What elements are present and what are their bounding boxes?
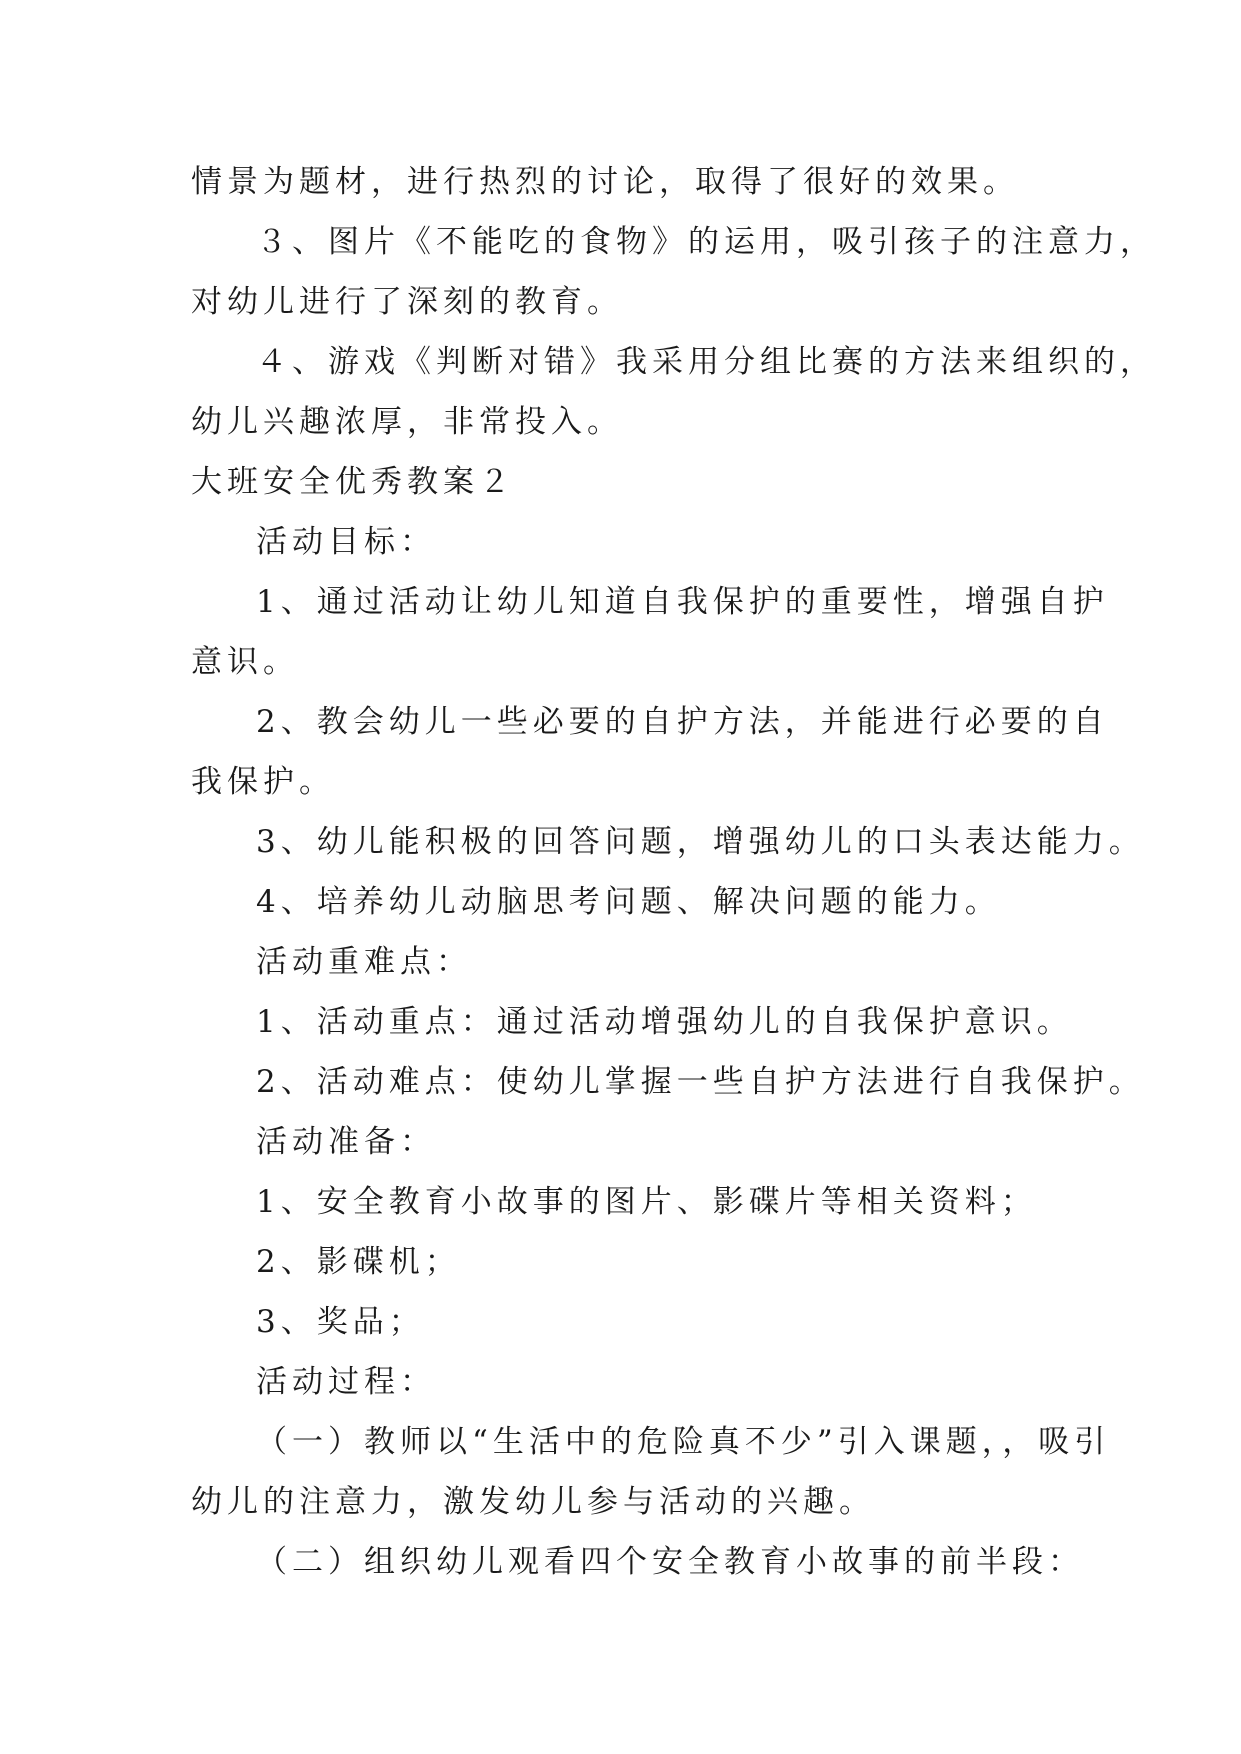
subheading: 活动目标：	[256, 524, 436, 560]
subheading: 活动重难点：	[256, 944, 472, 980]
text-line: 3、幼儿能积极的回答问题，增强幼儿的口头表达能力。	[256, 824, 1145, 860]
text-line: ３、图片《不能吃的食物》的运用，吸引孩子的注意力，	[256, 224, 1156, 260]
text-line: 1、通过活动让幼儿知道自我保护的重要性，增强自护	[256, 584, 1109, 620]
text-line: 1、安全教育小故事的图片、影碟片等相关资料；	[256, 1184, 1037, 1220]
text-line: 意识。	[191, 644, 299, 680]
text-line: 幼儿的注意力，激发幼儿参与活动的兴趣。	[191, 1484, 875, 1520]
text-line: 对幼儿进行了深刻的教育。	[191, 284, 623, 320]
text-line: 幼儿兴趣浓厚，非常投入。	[191, 404, 623, 440]
subheading: 活动准备：	[256, 1124, 436, 1160]
text-line: 4、培养幼儿动脑思考问题、解决问题的能力。	[256, 884, 1001, 920]
section-heading: 大班安全优秀教案２	[191, 464, 515, 500]
text-line: 2、教会幼儿一些必要的自护方法，并能进行必要的自	[256, 704, 1109, 740]
text-line: 我保护。	[191, 764, 335, 800]
text-line: ４、游戏《判断对错》我采用分组比赛的方法来组织的，	[256, 344, 1156, 380]
text-line: 3、奖品；	[256, 1304, 425, 1340]
subheading: 活动过程：	[256, 1364, 436, 1400]
text-line: 2、影碟机；	[256, 1244, 461, 1280]
text-line: 1、活动重点：通过活动增强幼儿的自我保护意识。	[256, 1004, 1073, 1040]
text-line: 2、活动难点：使幼儿掌握一些自护方法进行自我保护。	[256, 1064, 1145, 1100]
text-line: （二）组织幼儿观看四个安全教育小故事的前半段：	[256, 1544, 1084, 1580]
text-line: 情景为题材，进行热烈的讨论，取得了很好的效果。	[191, 164, 1019, 200]
text-line: （一）教师以“生活中的危险真不少”引入课题，，吸引	[256, 1424, 1111, 1460]
